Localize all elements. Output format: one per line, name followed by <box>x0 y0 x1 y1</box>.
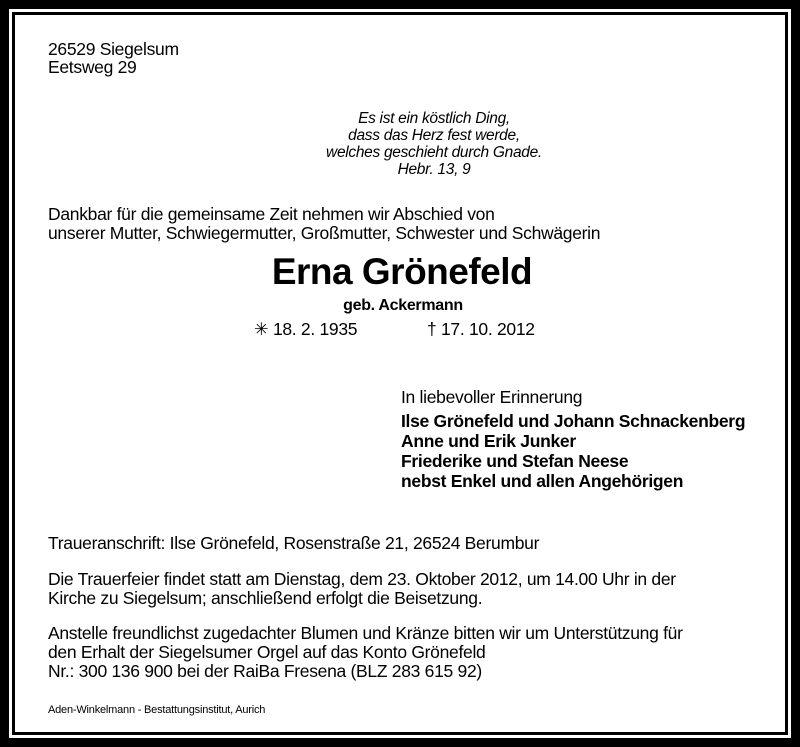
birth-star-icon: ✳ <box>254 319 269 339</box>
donation-line2: den Erhalt der Siegelsumer Orgel auf das Konto Grönefeld <box>48 642 486 662</box>
address-line2: Eetsweg 29 <box>48 57 137 77</box>
mourners-intro: In liebevoller Erinnerung <box>401 387 583 407</box>
address-line1: 26529 Siegelsum <box>48 39 179 59</box>
death-date: 17. 10. 2012 <box>441 319 535 339</box>
mourner: nebst Enkel und allen Angehörigen <box>401 471 684 491</box>
verse-line: dass das Herz fest werde, <box>348 127 520 144</box>
donation-line1: Anstelle freundlichst zugedachter Blumen und Kränze bitten wir um Unterstützung für <box>48 623 683 643</box>
mourner: Friederike und Stefan Neese <box>401 451 629 471</box>
death-date-group <box>427 320 535 339</box>
verse-line: Es ist ein köstlich Ding, <box>358 110 510 127</box>
mourner: Anne und Erik Junker <box>401 431 576 451</box>
ceremony-line1: Die Trauerfeier findet statt am Dienstag, dem 23. Oktober 2012, um 14.00 Uhr in der <box>48 569 676 589</box>
intro-line1: Dankbar für die gemeinsame Zeit nehmen wir Abschied von <box>48 204 495 224</box>
verse-reference: Hebr. 13, 9 <box>397 161 471 178</box>
donation-line3: Nr.: 300 136 900 bei der RaiBa Fresena (BLZ 283 615 92) <box>48 661 482 681</box>
birth-date: 18. 2. 1935 <box>272 319 358 339</box>
verse-line: welches geschieht durch Gnade. <box>326 144 542 161</box>
mourning-address: Traueranschrift: Ilse Grönefeld, Rosenstraße 21, 26524 Berumbur <box>48 533 540 553</box>
maiden-name: geb. Ackermann <box>343 297 463 314</box>
mourner: Ilse Grönefeld und Johann Schnackenberg <box>401 411 746 431</box>
intro-line2: unserer Mutter, Schwiegermutter, Großmutter, Schwester und Schwägerin <box>48 223 601 243</box>
deceased-name: Erna Grönefeld <box>271 251 533 292</box>
ceremony-line2: Kirche zu Siegelsum; anschließend erfolgt die Beisetzung. <box>48 588 483 608</box>
death-cross-icon: † <box>427 319 437 339</box>
funeral-home: Aden-Winkelmann - Bestattungsinstitut, Aurich <box>48 704 266 716</box>
birth-date-group <box>254 320 357 339</box>
